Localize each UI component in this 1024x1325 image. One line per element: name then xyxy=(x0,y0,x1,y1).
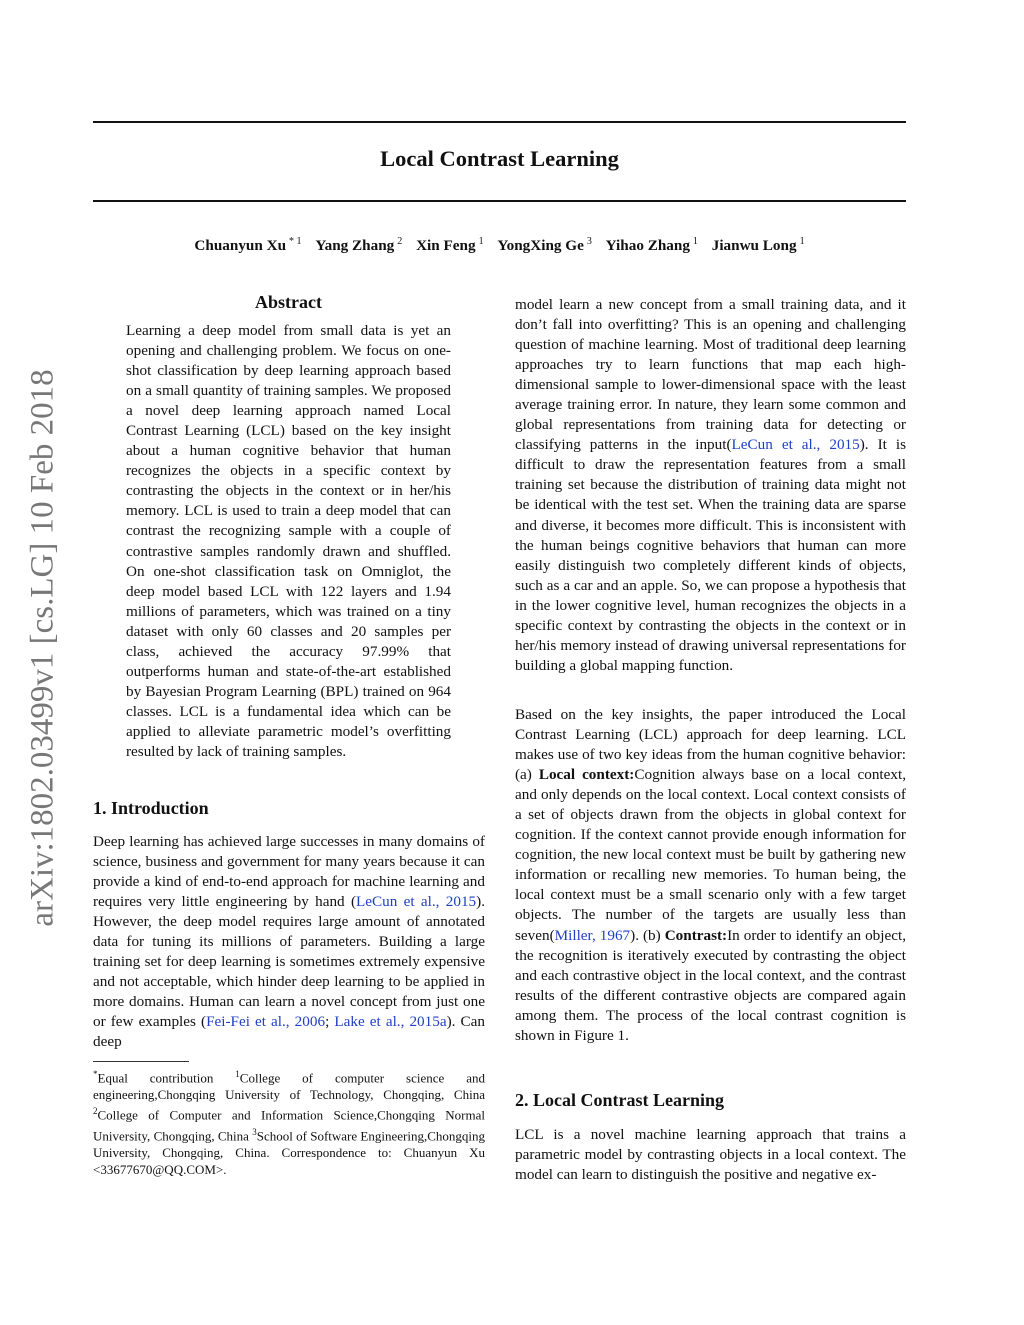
title-top-rule xyxy=(93,121,906,123)
arxiv-stamp: arXiv:1802.03499v1 [cs.LG] 10 Feb 2018 xyxy=(24,369,61,927)
author: YongXing Ge $^3$ xyxy=(497,236,592,255)
footnote-rule xyxy=(93,1061,189,1062)
citation-link[interactable]: LeCun et al., 2015 xyxy=(356,893,477,911)
author: Yang Zhang $^2$ xyxy=(315,236,403,255)
paper-title: Local Contrast Learning xyxy=(380,146,619,171)
author: Chuanyun Xu $^{* 1}$ xyxy=(194,236,302,255)
citation-link[interactable]: Miller, 1967 xyxy=(554,926,631,944)
author: Jianwu Long $^1$ xyxy=(711,236,805,255)
section-2-heading: 2. Local Contrast Learning xyxy=(515,1090,724,1110)
right-paragraph-1: model learn a new concept from a small training data, and it don’t fall into overfitting? This is an opening and challenging question of machine learning. Most of traditional deep learning approaches try to learn functions that map each high-dimensional sample to lower-dimensional space with the least average training error. In nature, they learn some common and global representations from training data for detecting or classifying patterns in the input(LeCun et al., 2015). It is difficult to draw the representation features from a small training set because the distribution of training data might not be identical with the test set. When the training data are sparse and diverse, it becomes more difficult. This is inconsistent with the human beings cognitive behaviors that human can more easily distinguish two completely different kinds of objects, such as a car and an apple. So, we can propose a hypothesis that in the lower cognitive level, human recognizes the objects in a specific context by contrasting the objects in the context or in her/his memory instead of drawing universal representations for building a global mapping function. xyxy=(515,296,906,674)
citation-link[interactable]: LeCun et al., 2015 xyxy=(731,436,860,454)
author: Xin Feng $^1$ xyxy=(416,236,484,255)
intro-heading: 1. Introduction xyxy=(93,798,209,818)
author-list xyxy=(93,236,906,255)
title-bottom-rule xyxy=(93,200,906,202)
footnote: *Equal contribution $^1$College of computer science and engineering,Chongqing University of Technology, Chongqing, China $^2$College of Computer and Information Science,Chongqing Normal University, Chongqing, China $^3$School of Software Engineering,Chongqing University, Chongqing, China. Correspondence to: Chuanyun Xu <33677670@QQ.COM>. xyxy=(93,1069,485,1177)
citation-link[interactable]: Lake et al., 2015a xyxy=(334,1013,447,1031)
citation-link[interactable]: Fei-Fei et al., 2006 xyxy=(206,1013,326,1031)
right-paragraph-2: Based on the key insights, the paper introduced the Local Contrast Learning (LCL) approach for deep learning. LCL makes use of two key ideas from the human cognitive behavior: (a) Local context:Cognition always base on a local context, and only depends on the local context. Local context consists of a set of objects drawn from the objects in global context for cognition. If the context cannot provide enough information for cognition, the new local context must be built by gathering new information or recalling new memories. To human being, the local context must be a small scenario only with a few target objects. The number of the targets are usually less than seven(Miller, 1967). (b) Contrast:In order to identify an object, the recognition is iteratively executed by contrasting the object and each contrastive object in the local context, and the contrast results of the different contrastive objects are compared again among them. The process of the local contrast cognition is shown in Figure 1. xyxy=(515,706,906,1044)
intro-paragraph: Deep learning has achieved large successes in many domains of science, business and government for many years because it can provide a kind of end-to-end approach for machine learning and requires very little engineering by hand (LeCun et al., 2015). However, the deep model requires large amount of annotated data for tuning its millions of parameters. Building a large training set for deep learning is sometimes extremely expensive and not acceptable, which hinder deep learning to be applied in more domains. Human can learn a novel concept from just one or few examples (Fei-Fei et al., 2006; Lake et al., 2015a). Can deep xyxy=(93,833,485,1051)
author: Yihao Zhang $^1$ xyxy=(605,236,698,255)
abstract-heading: Abstract xyxy=(255,292,322,312)
abstract-text: Learning a deep model from small data is yet an opening and challenging problem. We focus on one-shot classification by deep learning approach based on a small quantity of training samples. We proposed a novel deep learning approach named Local Contrast Learning (LCL) based on the key insight about a human cognitive behavior that human recognizes the objects in a specific context by contrasting the objects in the context or in her/his memory. LCL is used to train a deep model that can contrast the recognizing sample with a couple of contrastive samples randomly drawn and shuffled. On one-shot classification task on Omniglot, the deep model based LCL with 122 layers and 1.94 millions of parameters, which was trained on a tiny dataset with only 60 classes and 20 samples per class, achieved the accuracy 97.99% that outperforms human and state-of-the-art established by Bayesian Program Learning (BPL) trained on 964 classes. LCL is a fundamental idea which can be applied to alleviate parametric model’s overfitting resulted by lack of training samples. xyxy=(126,322,451,760)
section-2-paragraph: LCL is a novel machine learning approach that trains a parametric model by contrasting objects in a local context. The model can learn to distinguish the positive and negative ex- xyxy=(515,1126,906,1184)
